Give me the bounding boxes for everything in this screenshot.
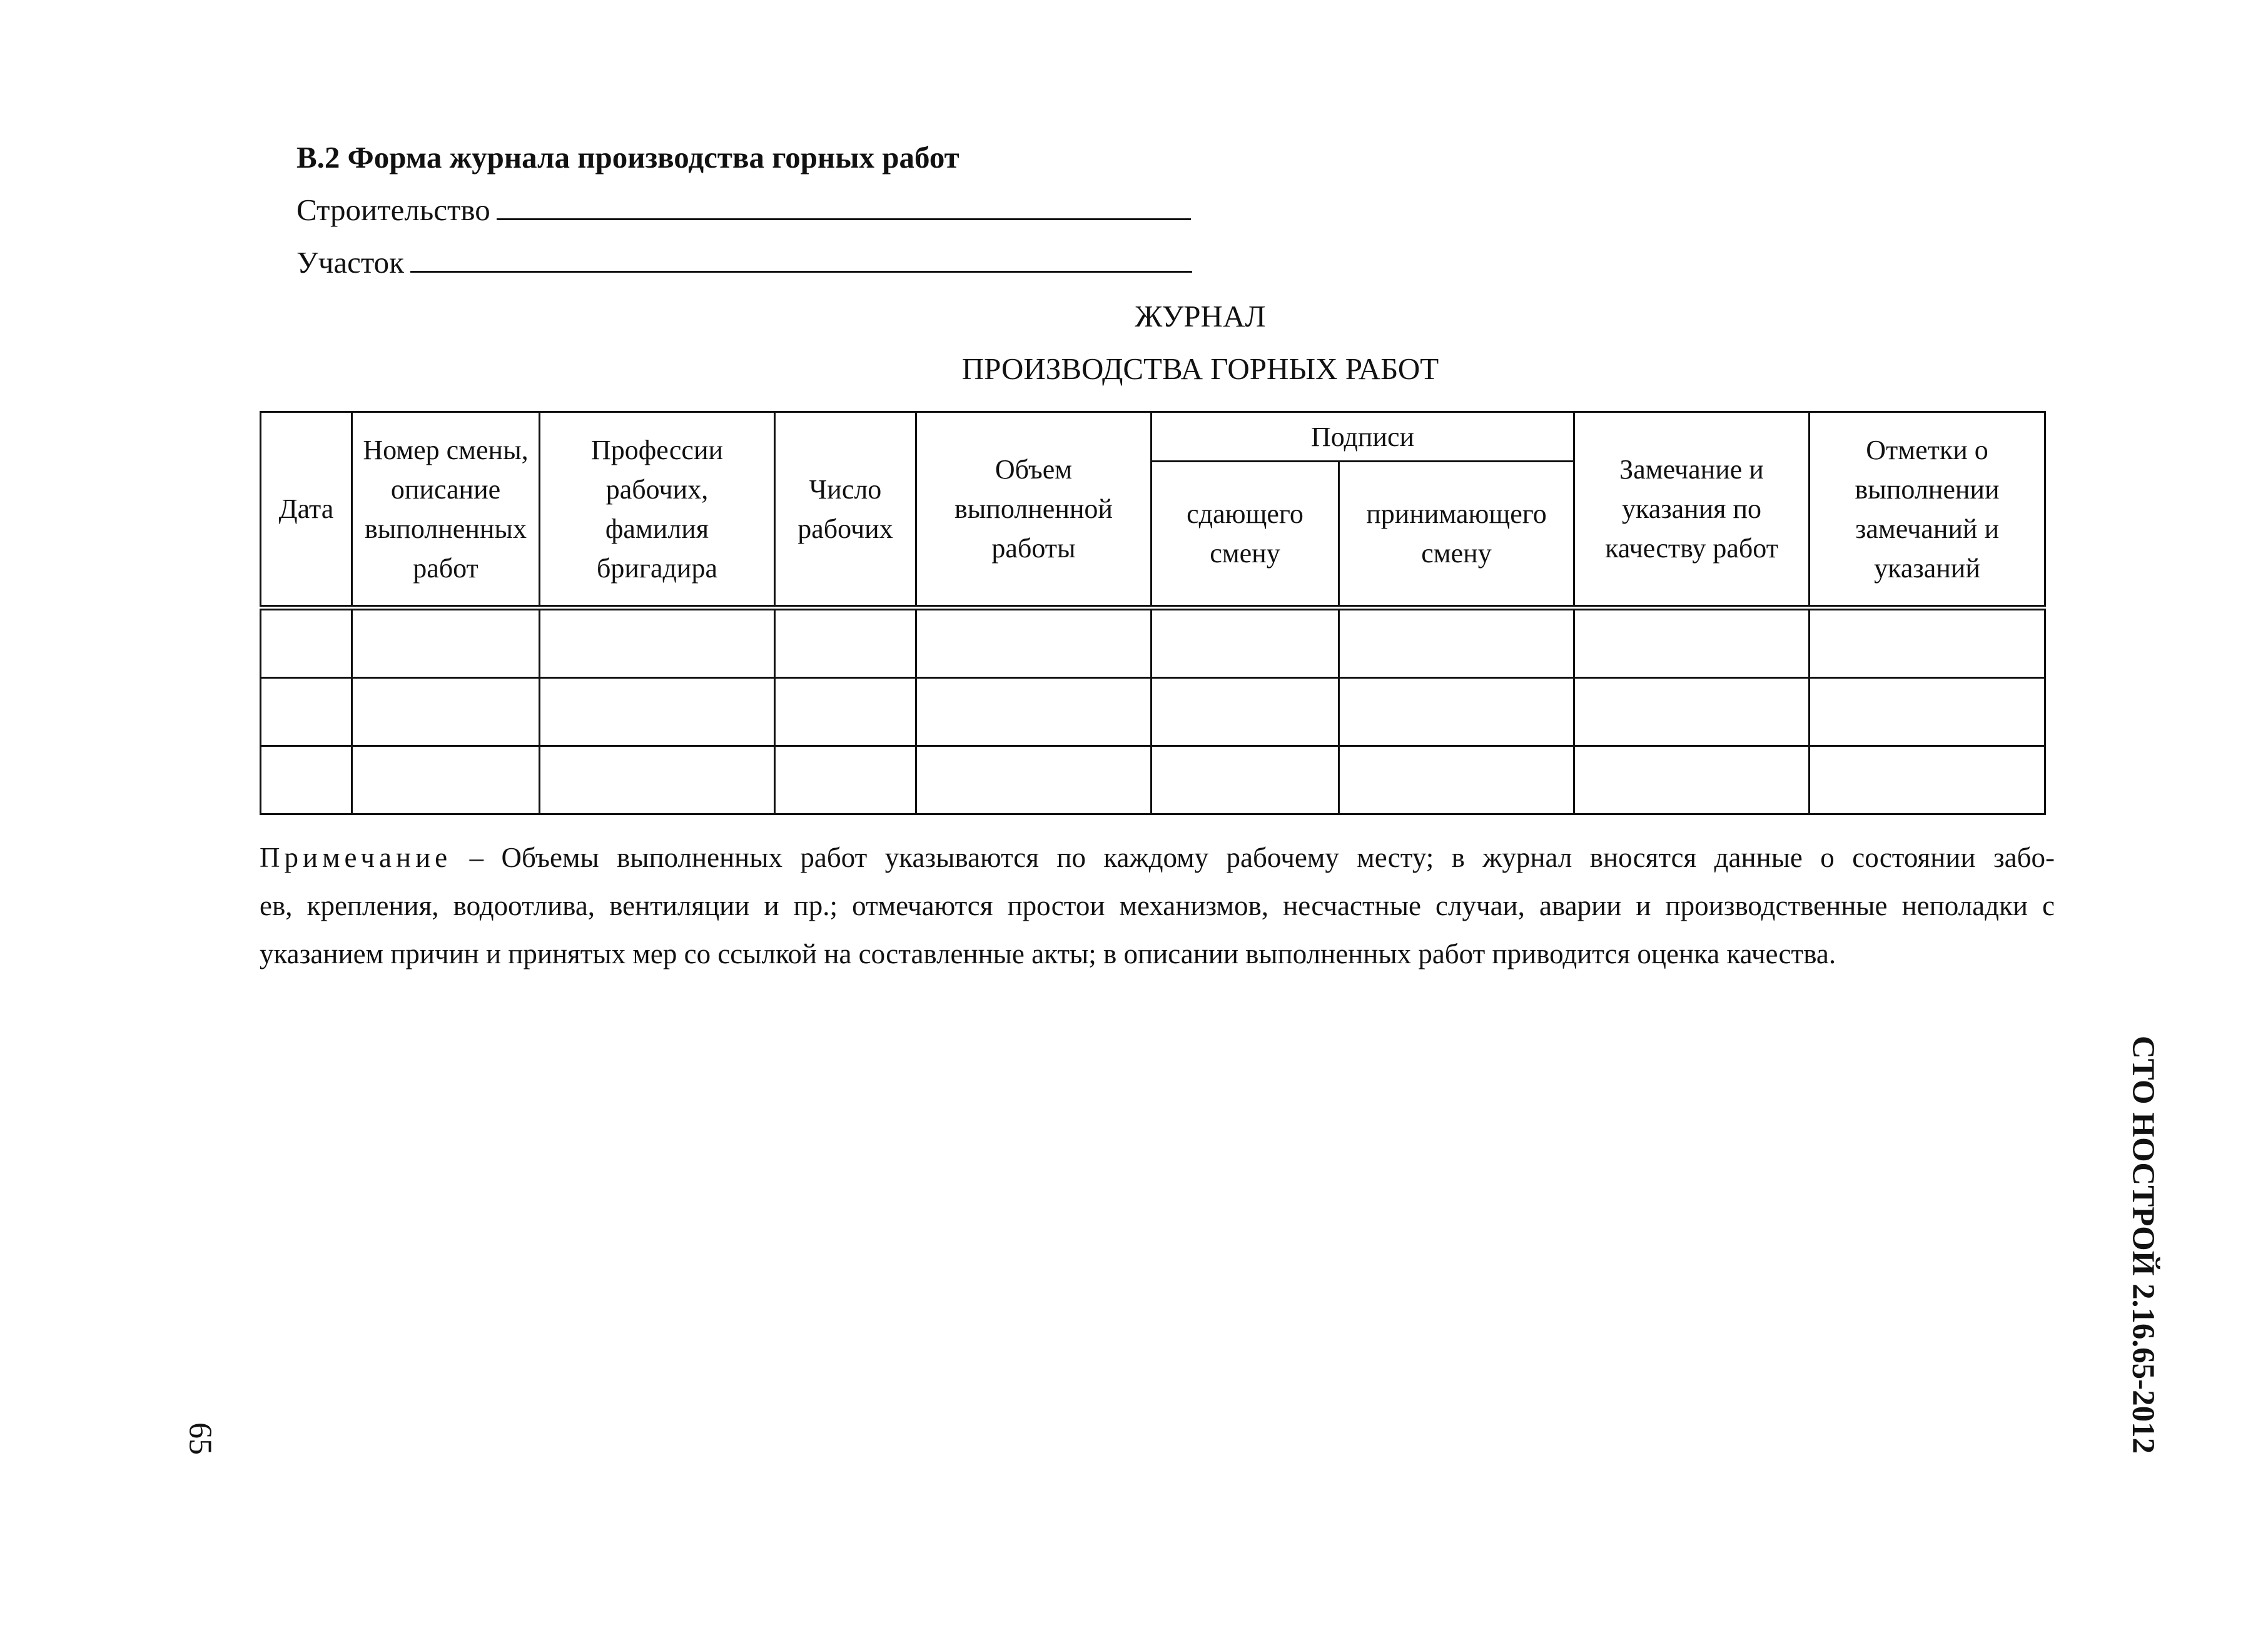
col-header-handing-shift (1152, 462, 1339, 608)
section-heading: В.2 Форма журнала производства горных работ (296, 140, 959, 175)
table-cell (1152, 678, 1339, 746)
table-cell (916, 678, 1152, 746)
table-cell (352, 608, 540, 678)
table-cell (540, 608, 775, 678)
col-header-professions-line: фамилия (605, 513, 709, 544)
journal-subtitle: ПРОИЗВОДСТВА ГОРНЫХ РАБОТ (961, 352, 1439, 386)
col-header-shift (352, 412, 540, 608)
note-line: указанием причин и принятых мер со ссылкой на составленные акты; в описании выполненных работ приводится оценка качества. (260, 938, 1836, 969)
construction-blank-line (497, 193, 1191, 220)
table-row (261, 608, 2045, 678)
col-header-marks-line: выполнении (1855, 473, 2000, 505)
table-cell (352, 746, 540, 814)
table-cell (775, 678, 916, 746)
col-header-remarks (1574, 412, 1810, 608)
col-header-receiving-shift (1339, 462, 1574, 608)
table-cell (261, 678, 352, 746)
table-cell (261, 608, 352, 678)
col-header-handing-line: смену (1210, 538, 1280, 569)
col-header-marks-line: Отметки о (1866, 434, 1988, 465)
table-cell (352, 678, 540, 746)
col-header-receiving-line: смену (1421, 538, 1492, 569)
journal-form-table (260, 411, 2046, 815)
note-line: ев, крепления, водоотлива, вентиляции и пр.; отмечаются простои механизмов, несчастные случаи, аварии и производственные неполадки с (260, 890, 2055, 921)
table-cell (540, 678, 775, 746)
table-cell (1339, 746, 1574, 814)
table-cell (1339, 608, 1574, 678)
col-header-professions-line: рабочих, (605, 473, 709, 505)
document-id-vertical (2118, 1032, 2168, 1457)
construction-label: Строительство (296, 193, 490, 227)
col-header-workers-line: рабочих (797, 513, 893, 544)
document-id-text: СТО НОСТРОЙ 2.16.65-2012 (2125, 1035, 2160, 1454)
table-cell (1574, 608, 1810, 678)
col-header-volume-line: Объем (995, 454, 1073, 485)
col-header-signatures: Подписи (1152, 412, 1574, 462)
col-header-remarks-line: качеству работ (1605, 533, 1778, 564)
section-label: Участок (296, 245, 404, 280)
table-note (260, 834, 2055, 978)
col-header-receiving-line: принимающего (1366, 499, 1547, 529)
journal-title: ЖУРНАЛ (1135, 299, 1266, 333)
note-label: Примечание (260, 842, 452, 873)
col-header-volume (916, 412, 1152, 608)
table-cell (916, 746, 1152, 814)
table-cell (1574, 746, 1810, 814)
col-header-date: Дата (261, 412, 352, 608)
col-header-shift-line: описание (390, 473, 501, 505)
table-cell (1810, 608, 2045, 678)
col-header-volume-line: работы (991, 533, 1076, 564)
table-cell (1810, 746, 2045, 814)
col-header-professions-line: бригадира (597, 552, 717, 584)
col-header-marks-line: указаний (1874, 552, 1980, 584)
table-cell (916, 608, 1152, 678)
table-row (261, 678, 2045, 746)
construction-field (296, 191, 1191, 229)
note-line (260, 834, 2055, 882)
table-cell (1339, 678, 1574, 746)
page-number-text: 65 (182, 1422, 218, 1455)
table-cell (1152, 746, 1339, 814)
table-cell (1152, 608, 1339, 678)
col-header-remarks-line: указания по (1622, 494, 1762, 524)
col-header-professions (540, 412, 775, 608)
col-header-marks (1810, 412, 2045, 608)
col-header-marks-line: замечаний и (1855, 513, 2000, 544)
table-cell (540, 746, 775, 814)
note-text: – Объемы выполненных работ указываются по каждому рабочему месту; в журнал вносятся данные о состоянии забо- (452, 842, 2055, 873)
col-header-shift-line: работ (413, 552, 478, 584)
col-header-workers-line: Число (809, 473, 882, 505)
page-number (175, 1401, 225, 1476)
table-cell (1574, 678, 1810, 746)
section-blank-line (410, 246, 1192, 273)
section-field (296, 244, 1192, 281)
table-cell (775, 608, 916, 678)
col-header-shift-line: Номер смены, (363, 434, 529, 465)
table-cell (261, 746, 352, 814)
col-header-remarks-line: Замечание и (1619, 454, 1764, 485)
table-cell (775, 746, 916, 814)
table-row (261, 746, 2045, 814)
col-header-volume-line: выполненной (954, 494, 1113, 524)
col-header-handing-line: сдающего (1187, 499, 1304, 529)
col-header-shift-line: выполненных (365, 513, 527, 544)
col-header-workers (775, 412, 916, 608)
table-cell (1810, 678, 2045, 746)
col-header-professions-line: Профессии (590, 434, 724, 465)
